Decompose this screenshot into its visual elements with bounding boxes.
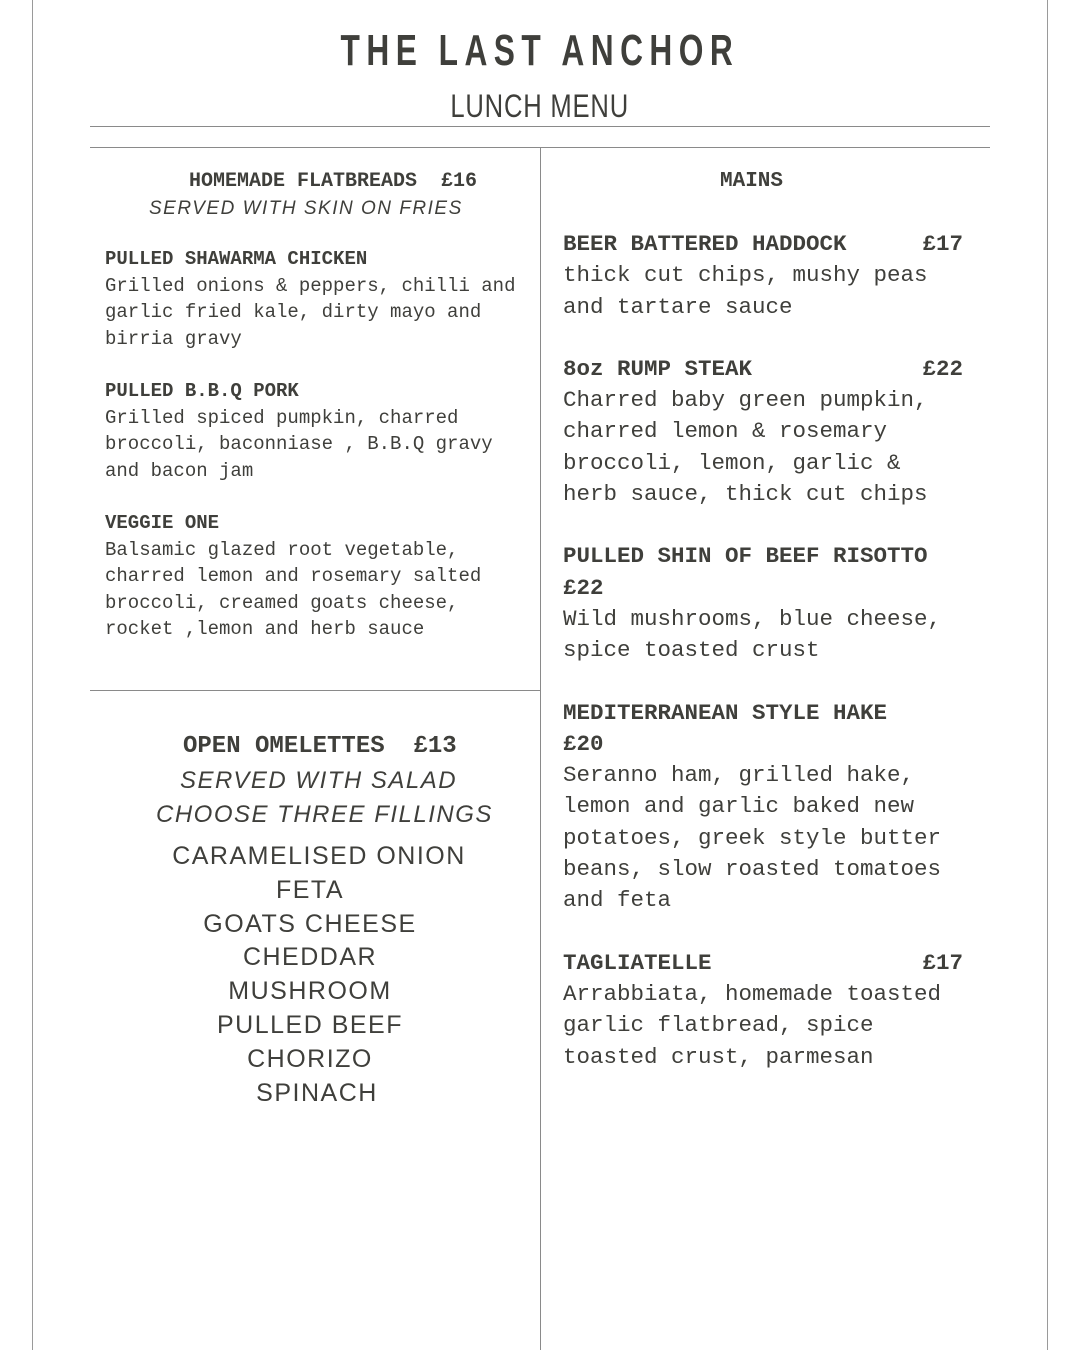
item-price: £17 <box>922 949 963 976</box>
omelettes-choose-fillings: CHOOSE THREE FILLINGS <box>156 801 493 828</box>
menu-item <box>105 378 525 484</box>
menu-subtitle: LUNCH MENU <box>450 88 630 124</box>
item-name: 8oz RUMP STEAK <box>563 355 753 382</box>
item-description: Arrabbiata, homemade toasted garlic flatbread, spice toasted crust, parmesan <box>563 980 942 1070</box>
filling-item: MUSHROOM <box>228 977 392 1006</box>
item-name: BEER BATTERED HADDOCK <box>563 231 847 257</box>
mains-list <box>563 229 963 1104</box>
omelettes-heading: OPEN OMELETTES £13 <box>183 733 457 760</box>
page-border-right <box>1047 0 1048 1350</box>
flatbreads-heading: HOMEMADE FLATBREADS £16 <box>189 170 478 193</box>
restaurant-title: THE LAST ANCHOR <box>340 26 740 75</box>
fillings-list <box>90 840 530 1110</box>
item-price: £17 <box>922 231 963 257</box>
item-price: £20 <box>563 730 604 757</box>
filling-item: SPINACH <box>256 1078 378 1107</box>
filling-item: CARAMELISED ONION <box>172 842 466 870</box>
item-price: £22 <box>563 574 604 601</box>
menu-item <box>105 246 525 352</box>
page-border-left <box>32 0 33 1350</box>
item-price: £22 <box>922 355 963 382</box>
menu-item <box>563 541 963 666</box>
item-description: Charred baby green pumpkin, charred lemon & rosemary broccoli, lemon, garlic & herb sauce, thick cut chips <box>563 387 928 508</box>
flatbreads-subheading: SERVED WITH SKIN ON FRIES <box>149 198 463 219</box>
menu-item <box>563 698 963 917</box>
item-description: Seranno ham, grilled hake, lemon and garlic baked new potatoes, greek style butter beans, slow roasted tomatoes and feta <box>563 762 942 914</box>
item-name: VEGGIE ONE <box>105 512 220 534</box>
mains-heading: MAINS <box>720 170 784 193</box>
column-divider <box>540 147 541 1350</box>
filling-item: FETA <box>275 875 345 904</box>
filling-item: GOATS CHEESE <box>203 909 417 938</box>
omelettes-subheading: SERVED WITH SALAD <box>180 767 458 794</box>
item-name: MEDITERRANEAN STYLE HAKE <box>563 699 888 726</box>
item-description: Wild mushrooms, blue cheese, spice toasted crust <box>563 605 942 664</box>
item-description: Grilled spiced pumpkin, charred broccoli, baconniase , B.B.Q gravy and bacon jam <box>105 406 493 482</box>
divider-left-section <box>90 690 540 691</box>
menu-item <box>563 354 963 510</box>
item-name: PULLED SHAWARMA CHICKEN <box>105 248 368 270</box>
item-name: PULLED B.B.Q PORK <box>105 380 299 402</box>
menu-item <box>563 948 963 1073</box>
item-name: PULLED SHIN OF BEEF RISOTTO <box>563 543 928 570</box>
filling-item: CHORIZO <box>247 1044 373 1073</box>
item-name: TAGLIATELLE <box>563 949 712 976</box>
item-description: Grilled onions & peppers, chilli and garlic fried kale, dirty mayo and birria gravy <box>105 274 516 350</box>
item-description: Balsamic glazed root vegetable, charred lemon and rosemary salted broccoli, creamed goats cheese, rocket ,lemon and herb sauce <box>105 538 482 640</box>
filling-item: PULLED BEEF <box>216 1010 403 1039</box>
menu-item <box>563 229 963 323</box>
filling-item: CHEDDAR <box>242 943 378 972</box>
menu-item <box>105 510 525 643</box>
flatbread-list <box>105 246 525 669</box>
item-description: thick cut chips, mushy peas and tartare sauce <box>563 262 928 320</box>
divider-top <box>90 126 990 127</box>
